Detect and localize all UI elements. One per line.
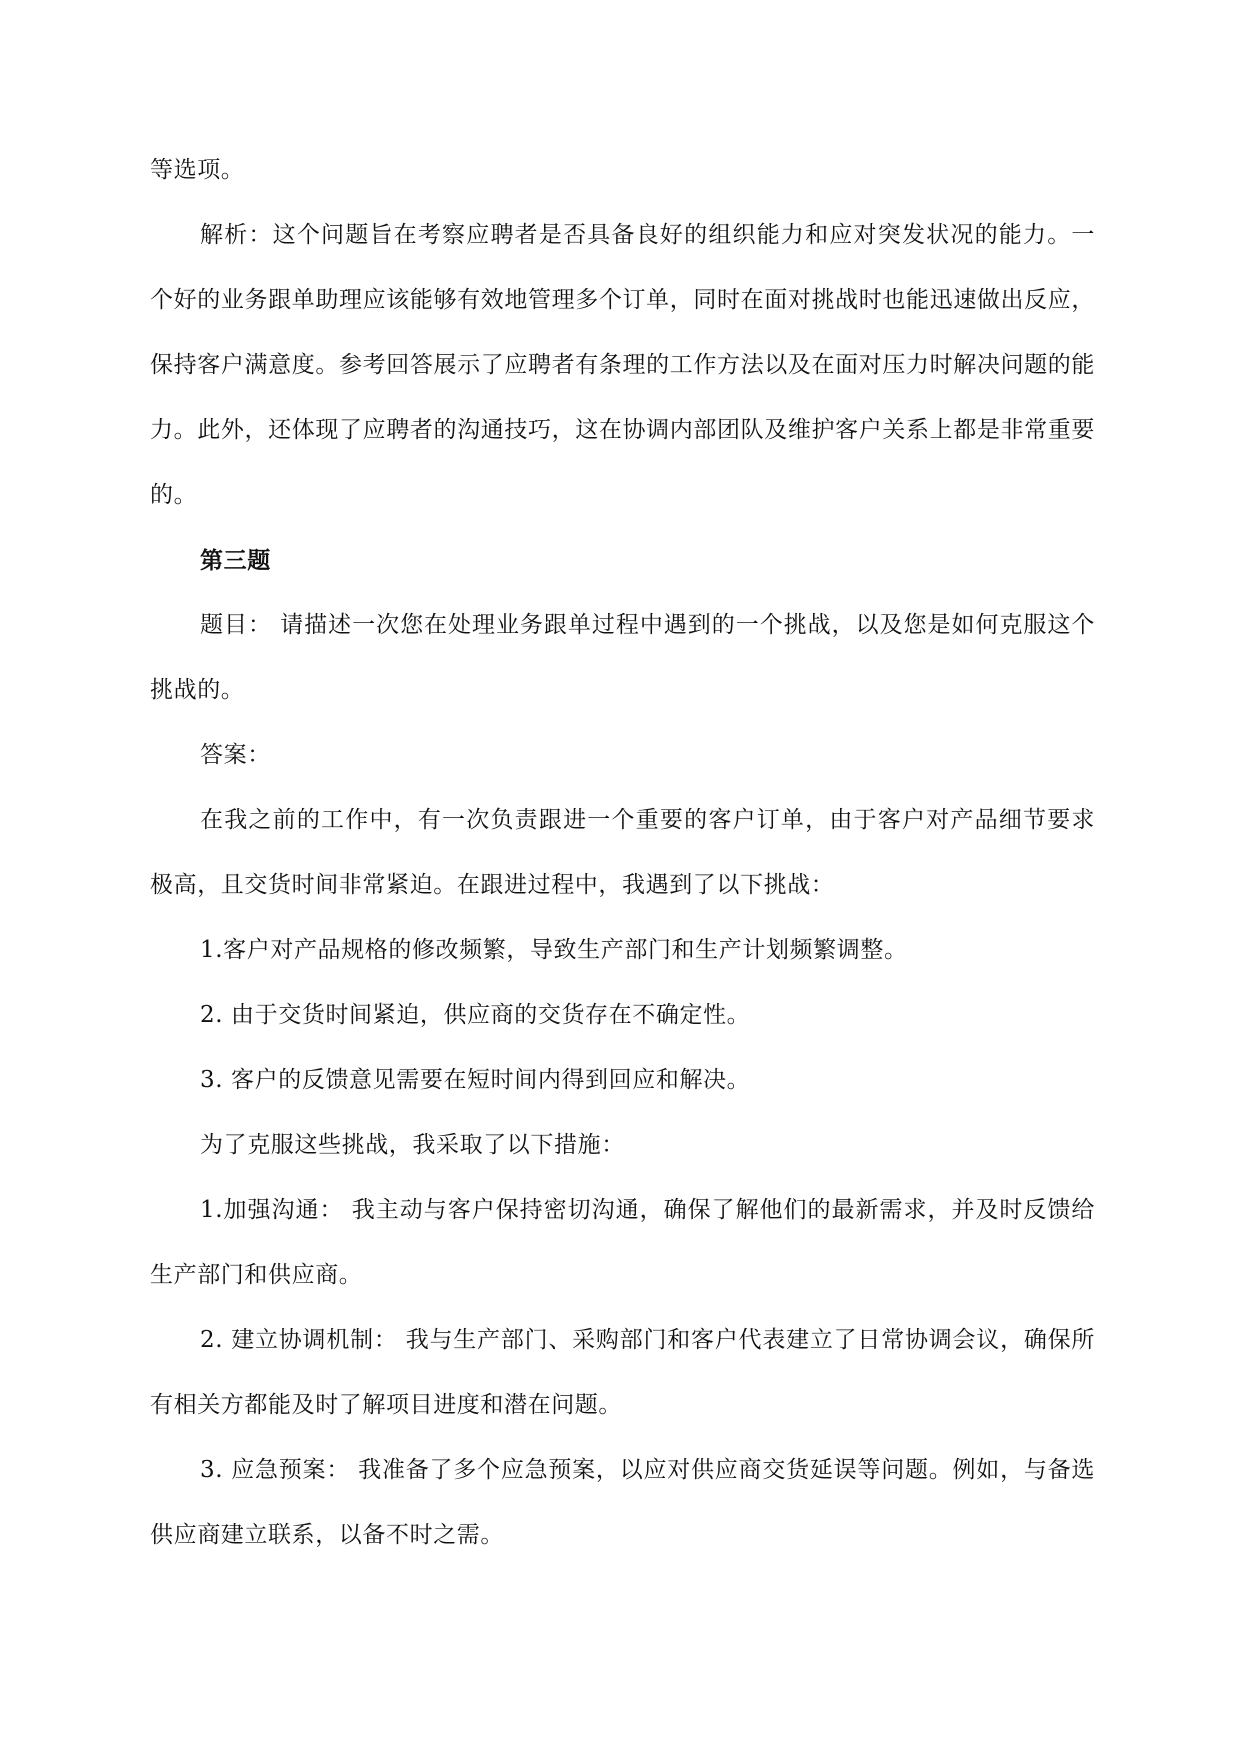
paragraph-options-tail: 等选项。: [150, 157, 245, 183]
paragraph-answer-intro: 在我之前的工作中，有一次负责跟进一个重要的客户订单，由于客户对产品细节要求极高，且交货时间非常紧迫。在跟进过程中，我遇到了以下挑战：: [150, 807, 1095, 898]
paragraph-analysis: 解析：这个问题旨在考察应聘者是否具备良好的组织能力和应对突发状况的能力。一个好的业务跟单助理应该能够有效地管理多个订单，同时在面对挑战时也能迅速做出反应，保持客户满意度。参考回答展示了应聘者有条理的工作方法以及在面对压力时解决问题的能力。此外，还体现了应聘者的沟通技巧，这在协调内部团队及维护客户关系上都是非常重要的。: [150, 222, 1095, 508]
paragraph-question: 题目： 请描述一次您在处理业务跟单过程中遇到的一个挑战，以及您是如何克服这个挑战的。: [150, 612, 1095, 703]
list-item-challenge-2: 2. 由于交货时间紧迫，供应商的交货存在不确定性。: [200, 1002, 751, 1028]
list-item-challenge-1: 1.客户对产品规格的修改频繁，导致生产部门和生产计划频繁调整。: [200, 937, 908, 963]
list-item-challenge-3: 3. 客户的反馈意见需要在短时间内得到回应和解决。: [200, 1067, 751, 1093]
section-heading-question-3: 第三题: [200, 547, 271, 574]
document-body: [150, 138, 1095, 1568]
list-item-measure-1: 1.加强沟通： 我主动与客户保持密切沟通，确保了解他们的最新需求，并及时反馈给生产部门和供应商。: [150, 1197, 1095, 1288]
paragraph-answer-label: 答案：: [200, 742, 271, 768]
list-item-measure-2: 2. 建立协调机制： 我与生产部门、采购部门和客户代表建立了日常协调会议，确保所有相关方都能及时了解项目进度和潜在问题。: [150, 1327, 1095, 1418]
list-item-measure-3: 3. 应急预案： 我准备了多个应急预案，以应对供应商交货延误等问题。例如，与备选供应商建立联系，以备不时之需。: [150, 1457, 1095, 1548]
paragraph-measures-intro: 为了克服这些挑战，我采取了以下措施：: [200, 1132, 625, 1158]
